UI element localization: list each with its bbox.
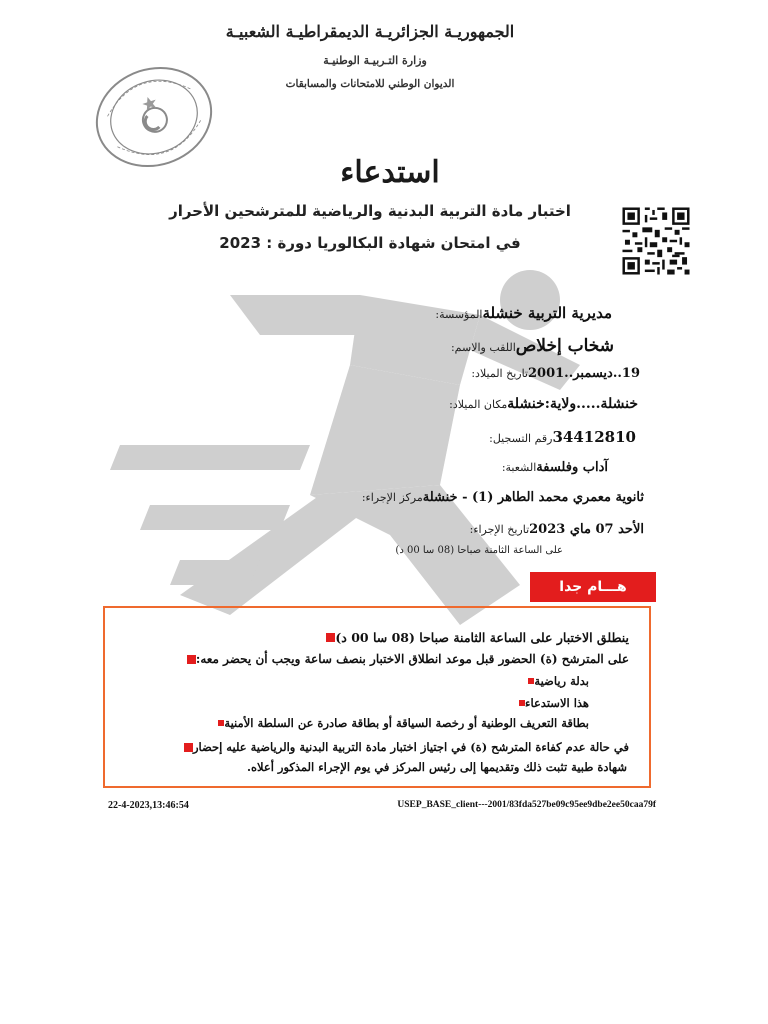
- field-exam-date: [470, 522, 648, 537]
- exam-subject-line: اختبار مادة التربية البدنية والرياضية للمترشحين الأحرار: [169, 202, 571, 220]
- bullet-icon: [528, 678, 534, 684]
- field-birth-place: [449, 396, 648, 412]
- field-exam-date-label: تاريخ الإجراء:: [469, 523, 530, 536]
- bullet-icon: [184, 743, 193, 752]
- field-institution-label: المؤسسة:: [435, 308, 483, 321]
- important-badge: هـــام جدا: [530, 572, 656, 602]
- field-branch-value: آداب وفلسفة: [536, 460, 608, 475]
- field-branch: [502, 460, 648, 475]
- field-branch-label: الشعبة:: [501, 461, 537, 474]
- field-exam-center-value: ثانوية معمري محمد الطاهر (1) - خنشلة: [422, 490, 644, 505]
- ministry-heading: وزارة التـربيـة الوطنيـة: [323, 54, 427, 67]
- field-exam-date-value: الأحد 07 ماي 2023: [529, 522, 644, 537]
- notice-text: ينطلق الاختبار على الساعة الثامنة صباحا (08 سا 00 د): [335, 630, 629, 645]
- field-registration-value: 34412810: [552, 428, 636, 446]
- notice-line-medical: [176, 740, 629, 754]
- field-institution-value: مديرية التربية خنشلة: [482, 304, 612, 322]
- footer-reference: USEP_BASE_client---2001/83fda527be09c95ee9dbe2ee50caa79f: [397, 800, 656, 810]
- field-name: [451, 336, 648, 356]
- notice-text: في حالة عدم كفاءة المترشح (ة) في اجتياز اختبار مادة التربية البدنية والرياضية عليه إحضار: [192, 740, 629, 754]
- field-registration-label: رقم التسجيل:: [489, 432, 553, 445]
- field-name-label: اللقب والاسم:: [450, 341, 516, 354]
- field-birth-date-value: 19..ديسمبر..2001: [527, 366, 640, 381]
- notice-line-medical-cont: [247, 760, 627, 774]
- notice-item-sportswear: [522, 674, 589, 688]
- exam-time-note: على الساعة الثامنة صباحا (08 سا 00 د): [395, 545, 563, 556]
- notice-item-convocation: [513, 696, 589, 710]
- field-registration: [489, 428, 648, 446]
- field-institution: [435, 304, 648, 322]
- bullet-icon: [218, 720, 224, 726]
- bullet-icon: [519, 700, 525, 706]
- republic-heading: الجمهوريـة الجزائريـة الديمقراطيـة الشعبيـة: [225, 22, 515, 41]
- field-exam-center: [362, 490, 648, 505]
- notice-text: بدلة رياضية: [534, 674, 589, 688]
- exam-session-line: في امتحان شهادة البكالوريا دورة : 2023: [219, 234, 521, 252]
- office-heading: الديوان الوطني للامتحانات والمسابقات: [285, 78, 455, 90]
- field-exam-center-label: مركز الإجراء:: [361, 491, 423, 504]
- field-birth-place-label: مكان الميلاد:: [449, 398, 508, 411]
- qr-code-icon: [620, 205, 692, 277]
- bullet-icon: [326, 633, 335, 642]
- field-name-value: شخاب إخلاص: [515, 336, 614, 356]
- notice-box: [103, 606, 651, 788]
- field-birth-date-label: تاريخ الميلاد:: [471, 367, 528, 380]
- notice-line-start-time: [318, 630, 629, 645]
- notice-text: هذا الاستدعاء: [525, 696, 589, 710]
- field-birth-place-value: خنشلة.....ولاية:خنشلة: [507, 396, 638, 412]
- footer-timestamp: 22-4-2023,13:46:54: [108, 800, 189, 811]
- official-seal-icon: [90, 62, 218, 172]
- field-birth-date: [471, 366, 648, 381]
- bullet-icon: [187, 655, 196, 664]
- notice-text: شهادة طبية تثبت ذلك وتقديمها إلى رئيس المركز في يوم الإجراء المذكور أعلاه.: [246, 760, 627, 774]
- document-title: استدعاء: [340, 155, 440, 190]
- notice-text: على المترشح (ة) الحضور قبل موعد انطلاق الاختبار بنصف ساعة ويجب أن يحضر معه:: [195, 652, 629, 666]
- notice-text: بطاقة التعريف الوطنية أو رخصة السياقة أو بطاقة صادرة عن السلطة الأمنية: [224, 716, 589, 730]
- notice-line-arrival: [179, 652, 629, 666]
- notice-item-id-card: [212, 716, 589, 730]
